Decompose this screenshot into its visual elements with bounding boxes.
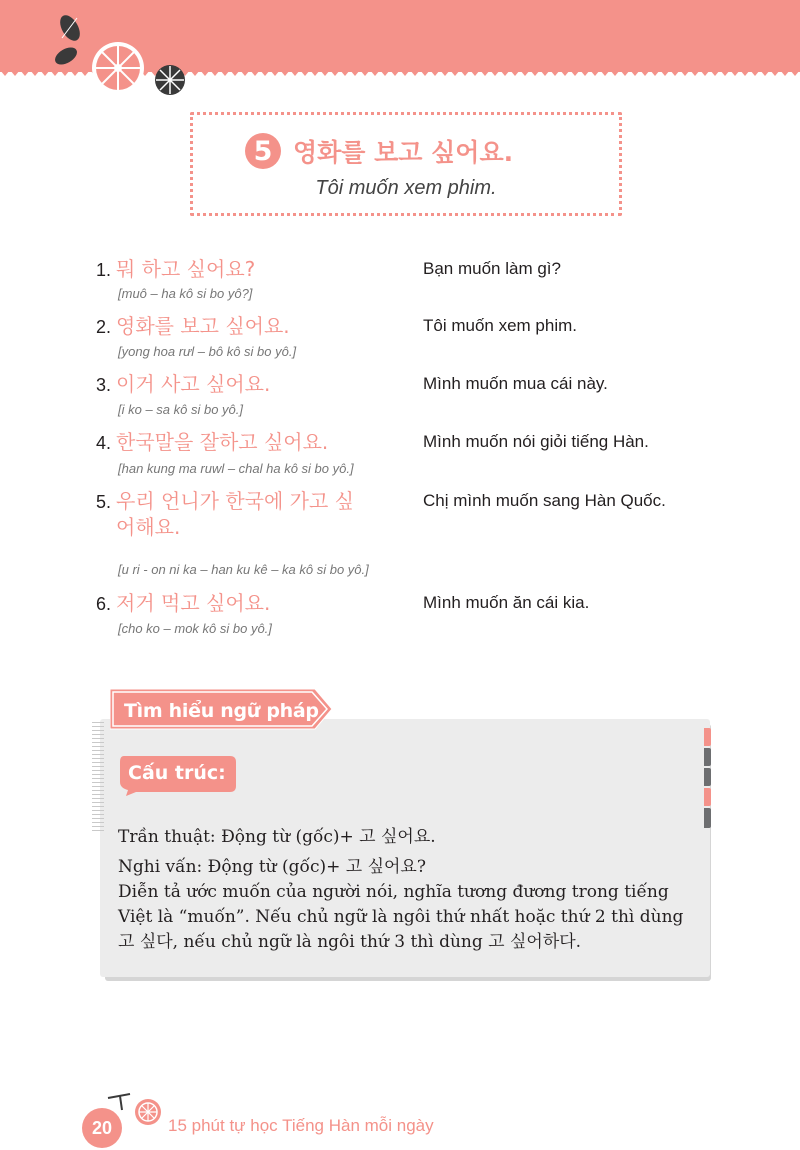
lesson-title-row [245, 133, 513, 169]
sentence-korean: 한국말을 잘하고 싶어요. [116, 430, 329, 454]
sentence-korean: 우리 언니가 한국에 가고 싶어해요. [116, 489, 354, 539]
sentence-romanization: [i ko – sa kô si bo yô.] [118, 402, 244, 417]
sentence-korean: 이거 사고 싶어요. [116, 372, 271, 396]
book-title: 15 phút tự học Tiếng Hàn mỗi ngày [168, 1116, 434, 1135]
sentence-romanization: [yong hoa rưl – bô kô si bo yô.] [118, 344, 297, 359]
fruit-decoration-icon [50, 10, 200, 100]
sentence-number: 6. [96, 594, 112, 614]
side-tab [704, 728, 711, 746]
notebook-spiral [92, 722, 104, 834]
sentence-vietnamese: Bạn muốn làm gì? [423, 259, 561, 278]
grammar-question: Nghi vấn: Động từ (gốc)+ 고 싶어요? [118, 857, 426, 877]
sentence-korean: 영화를 보고 싶어요. [116, 314, 290, 338]
structure-label: Cấu trúc: [128, 762, 226, 784]
sentence-korean: 뭐 하고 싶어요? [116, 257, 256, 281]
grammar-explanation: Diễn tả ước muốn của người nói, nghĩa tương đương trong tiếng Việt là “muốn”. Nếu chủ ngữ là ngôi thứ nhất hoặc thứ 2 thì dùng 고 싶다, nếu chủ ngữ là ngôi thứ 3 thì dùng 고 싶어하다. [118, 882, 684, 952]
sentence-korean: 저거 먹고 싶어요. [116, 591, 271, 615]
sentence-romanization: [han kung ma ruwl – chal ha kô si bo yô.] [118, 461, 354, 476]
sentence-romanization: [muô – ha kô si bo yô?] [118, 286, 253, 301]
sentence-number: 5. [96, 492, 112, 512]
lesson-title-korean: 영화를 보고 싶어요. [293, 138, 514, 167]
sentence-vietnamese: Mình muốn nói giỏi tiếng Hàn. [423, 432, 649, 451]
side-tab [704, 788, 711, 806]
sentence-vietnamese: Chị mình muốn sang Hàn Quốc. [423, 491, 666, 510]
grammar-section-title: Tìm hiểu ngữ pháp [124, 700, 319, 722]
sentence-number: 4. [96, 433, 112, 453]
lesson-title-vietnamese: Tôi muốn xem phim. [315, 177, 497, 199]
page-number: 20 [82, 1108, 122, 1148]
side-tab [704, 808, 711, 828]
sentence-vietnamese: Mình muốn mua cái này. [423, 374, 608, 393]
sentence-romanization: [cho ko – mok kô si bo yô.] [118, 621, 272, 636]
grammar-statement: Trần thuật: Động từ (gốc)+ 고 싶어요. [118, 827, 436, 847]
sentence-vietnamese: Mình muốn ăn cái kia. [423, 593, 590, 612]
sentence-romanization: [u ri - on ni ka – han ku kê – ka kô si bo yô.] [118, 562, 369, 577]
lesson-title-box [190, 112, 622, 216]
sentence-number: 1. [96, 260, 112, 280]
sentence-number: 3. [96, 375, 112, 395]
side-tab [704, 748, 711, 766]
lesson-number-badge: 5 [245, 133, 281, 169]
side-tab [704, 768, 711, 786]
sentence-vietnamese: Tôi muốn xem phim. [423, 316, 577, 335]
sentence-number: 2. [96, 317, 112, 337]
